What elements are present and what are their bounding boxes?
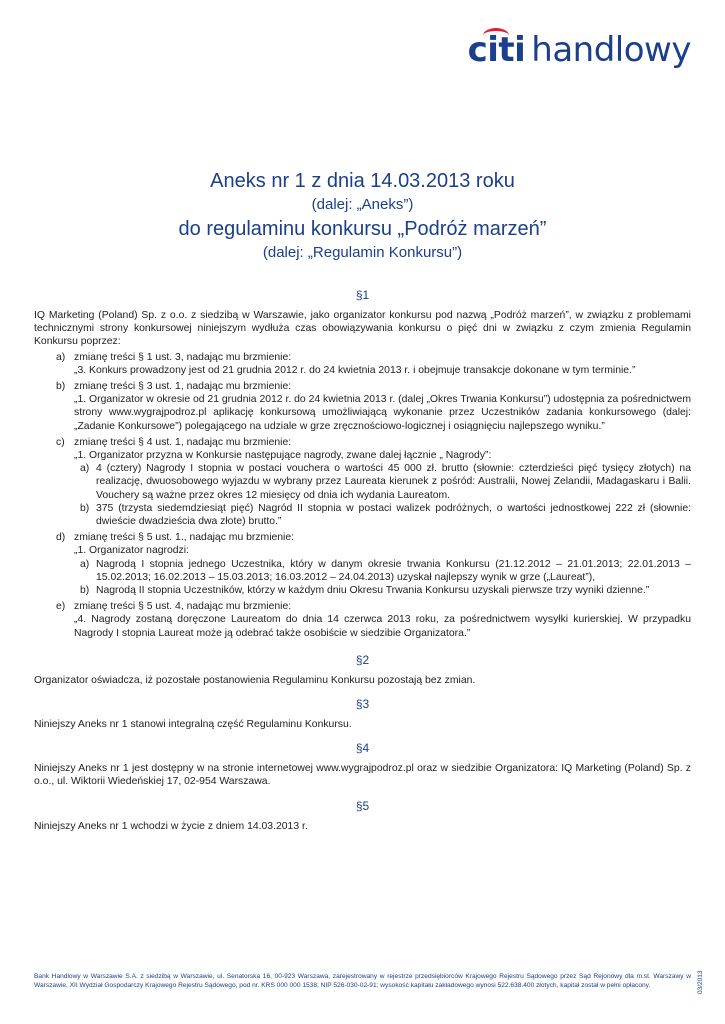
item-label: a) bbox=[56, 351, 66, 363]
item-heading: zmianę treści § 5 ust. 1., nadając mu brzmienie: bbox=[74, 532, 295, 544]
section-5-text: Niniejszy Aneks nr 1 wchodzi w życie z dniem 14.03.2013 r. bbox=[34, 820, 308, 832]
document-title-block bbox=[0, 168, 725, 264]
item-quote: „4. Nagrody zostaną doręczone Laureatom do dnia 14 czerwca 2013 roku, za pośrednictwem wysyłki kurierskiej. W przypadku Nagrody I stopnia Laureat może ją odebrać także osobiście w siedzibie Organizatora.” bbox=[74, 614, 691, 639]
section-1-intro: IQ Marketing (Poland) Sp. z o.o. z siedzibą w Warszawie, jako organizator konkursu pod nazwą „Podróż marzeń”, w związku z problemami technicznymi strony konkursowej niniejszym wydłuża czas obowiązywania konkursu o pięć dni w związku z czym zmienia Regulamin Konkursu poprzez: bbox=[34, 310, 691, 348]
sub-item-label: b) bbox=[80, 585, 90, 597]
sub-item-text: 4 (cztery) Nagrody I stopnia w postaci vouchera o wartości 45 000 zł. brutto (słownie: czterdzieści pięć tysięcy złotych) na realizację, dwuosobowego wyjazdu w wybrany przez Laureata kierunek z pośród: Australii, Nowej Zelandii, Madagaskaru i Balii. Vouchery są ważne przez okres 12 miesięcy od dnia ich wydania Laureatom. bbox=[96, 463, 691, 501]
title-line-3: do regulaminu konkursu „Podróż marzeń” bbox=[178, 218, 547, 240]
logo-handlowy-text: handlowy bbox=[531, 30, 691, 70]
section-3-text: Niniejszy Aneks nr 1 stanowi integralną część Regulaminu Konkursu. bbox=[34, 719, 352, 731]
sub-item-a bbox=[74, 558, 691, 584]
bank-legal-footer: Bank Handlowy w Warszawie S.A. z siedzibą w Warszawie, ul. Senatorska 16, 00-923 Warszawa, zarejestrowany w rejestrze przedsiębiorców Krajowego Rejestru Sądowego przez Sąd Rejonowy dla m.st. Warszawy w Warszawie, XII Wydział Gospodarczy Krajowego Rejestru Sądowego, pod nr. KRS 000 000 1538; NIP 526-030-02-91; wysokość kapitału zakładowego wynosi 522.638.400 złotych, kapitał został w pełni opłacony. bbox=[34, 973, 691, 989]
amendment-item-d bbox=[34, 531, 691, 597]
document-body bbox=[34, 287, 691, 833]
sub-item-label: b) bbox=[80, 502, 90, 514]
title-line-1: Aneks nr 1 z dnia 14.03.2013 roku bbox=[210, 170, 515, 192]
title-line-2: (dalej: „Aneks”) bbox=[311, 196, 414, 213]
amendment-list bbox=[34, 351, 691, 640]
item-quote: „1. Organizator w okresie od 21 grudnia 2012 r. do 24 kwietnia 2013 r. (dalej „Okres Trwania Konkursu”) udostępnia za pośrednictwem strony www.wygrajpodroz.pl aplikację konkursową umożliwiającą wykonanie przez Uczestników zadania konkursowego (dalej: „Zadanie Konkursowe”) polegającego na udziale w grze zręcznościowo-logicznej i osiągnięciu najlepszego wyniku.” bbox=[74, 394, 691, 432]
amendment-item-b bbox=[34, 380, 691, 433]
sub-item-text: 375 (trzysta siedemdziesiąt pięć) Nagród II stopnia w postaci walizek podróżnych, o wartości jednostkowej 222 zł (słownie: dwieście dwadzieścia dwa złote) brutto.” bbox=[96, 502, 691, 528]
sub-item-b bbox=[74, 502, 691, 528]
amendment-item-e bbox=[34, 600, 691, 640]
section-2-text: Organizator oświadcza, iż pozostałe postanowienia Regulaminu Konkursu pozostają bez zmian. bbox=[34, 674, 476, 686]
item-heading: zmianę treści § 3 ust. 1, nadając mu brzmienie: bbox=[74, 381, 292, 393]
sub-item-a bbox=[74, 462, 691, 502]
citi-handlowy-logo bbox=[468, 30, 691, 70]
item-label: e) bbox=[56, 601, 66, 613]
item-heading: zmianę treści § 1 ust. 3, nadając mu brzmienie: bbox=[74, 351, 292, 363]
citi-arc-icon bbox=[483, 28, 509, 43]
section-4-text: Niniejszy Aneks nr 1 jest dostępny w na stronie internetowej www.wygrajpodroz.pl oraz w siedzibie Organizatora: IQ Marketing (Poland) Sp. z o.o., ul. Wiktorii Wiedeńskiej 17, 02-954 Warszawa. bbox=[34, 763, 691, 788]
item-heading: zmianę treści § 4 ust. 1, nadając mu brzmienie: bbox=[74, 436, 292, 448]
amendment-item-a bbox=[34, 351, 691, 377]
item-quote: „1. Organizator przyzna w Konkursie następujące nagrody, zwane dalej łącznie „ Nagrody”: bbox=[74, 450, 492, 462]
item-quote: „1. Organizator nagrodzi: bbox=[74, 545, 189, 557]
sub-item-label: a) bbox=[80, 463, 90, 475]
section-4-heading: §4 bbox=[355, 741, 370, 756]
section-1-heading: §1 bbox=[355, 288, 370, 302]
title-line-4: (dalej: „Regulamin Konkursu”) bbox=[262, 244, 463, 261]
section-5-heading: §5 bbox=[355, 798, 370, 813]
section-2-heading: §2 bbox=[355, 652, 370, 667]
sub-item-text: Nagrodą II stopnia Uczestników, którzy w każdym dniu Okresu Trwania Konkursu uzyskali pierwsze trzy wyniki dzienne.” bbox=[96, 585, 650, 597]
item-label: d) bbox=[56, 532, 66, 544]
sub-item-b bbox=[74, 584, 691, 597]
item-label: c) bbox=[56, 436, 65, 448]
item-quote: „3. Konkurs prowadzony jest od 21 grudnia 2012 r. do 24 kwietnia 2013 r. i obejmuje transakcje dokonane w tym terminie.” bbox=[74, 364, 636, 376]
item-label: b) bbox=[56, 381, 66, 393]
amendment-item-c bbox=[34, 436, 691, 528]
logo-citi-text: citi bbox=[467, 30, 526, 70]
sub-item-label: a) bbox=[80, 558, 90, 570]
item-heading: zmianę treści § 5 ust. 4, nadając mu brzmienie: bbox=[74, 601, 292, 613]
document-code: 03/2013 bbox=[697, 970, 704, 994]
sub-item-text: Nagrodą I stopnia jednego Uczestnika, który w danym okresie trwania Konkursu (21.12.2012 – 21.01.2013; 22.01.2013 – 15.02.2013; 16.02.2013 – 15.03.2013; 16.03.2012 – 24.04.2013) uzyskał najlepszy wynik w grze („Laureat”), bbox=[96, 558, 691, 583]
section-3-heading: §3 bbox=[355, 697, 370, 712]
